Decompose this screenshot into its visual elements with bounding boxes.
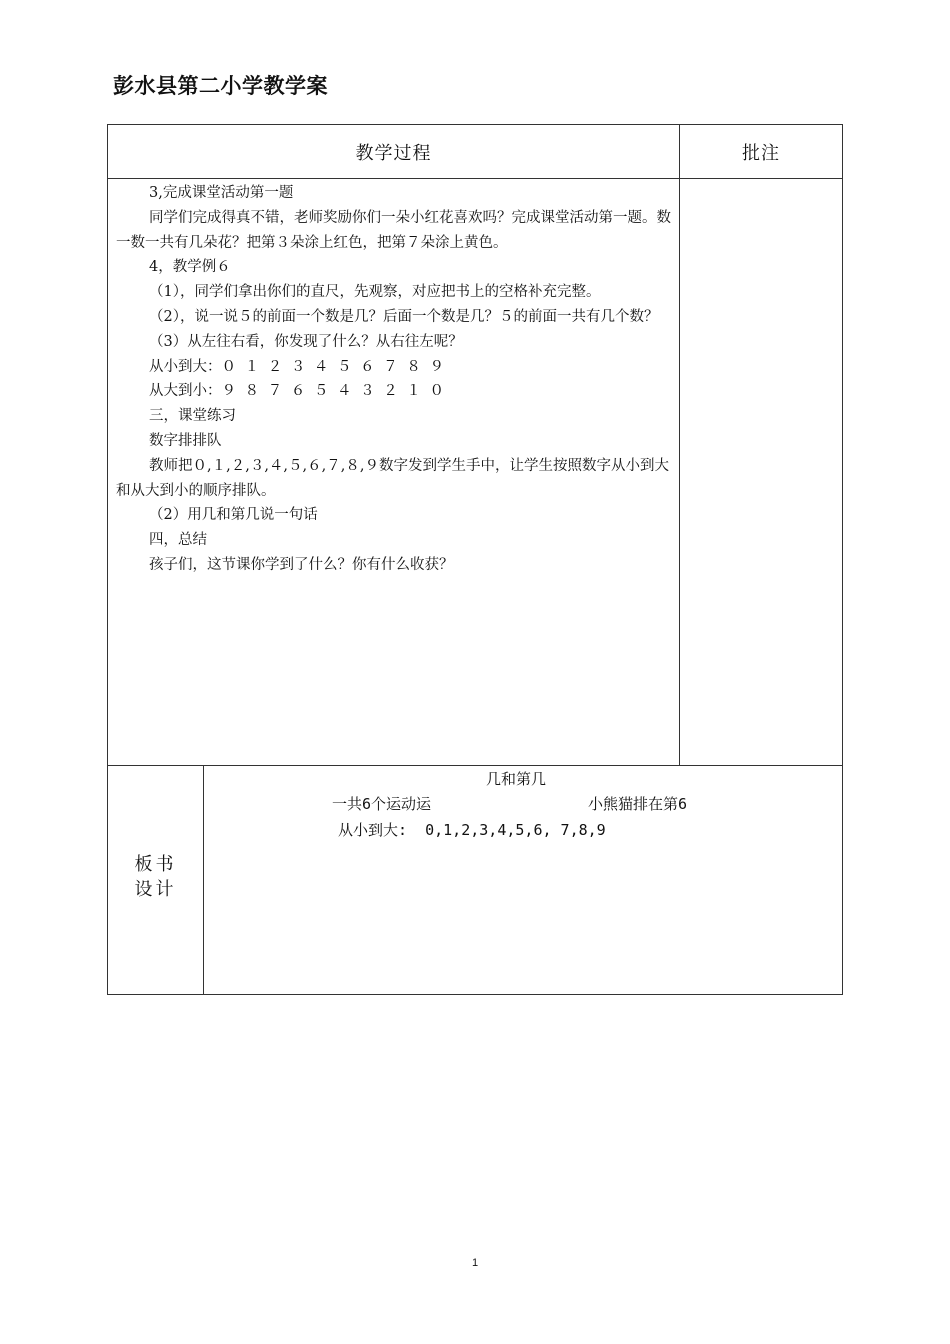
- notes-column-divider: [679, 124, 680, 766]
- process-line: 从小到大：０ １ ２ ３ ４ ５ ６ ７ ８ ９: [149, 358, 444, 375]
- process-line: 同学们完成得真不错，老师奖励你们一朵小红花喜欢吗？完成课堂活动第一题。数一数一共有几朵花？把第３朵涂上红色，把第７朵涂上黄色。: [116, 209, 671, 251]
- column-header-process: 教学过程: [355, 143, 432, 164]
- board-label-line: 设计: [134, 879, 177, 900]
- process-line: 教师把０,１,２,３,４,５,６,７,８,９数字发到学生手中，让学生按照数字从小到大和从大到小的顺序排队。: [116, 457, 669, 499]
- process-line: （3）从左往右看，你发现了什么？从右往左呢？: [149, 333, 463, 350]
- board-label-divider: [203, 765, 204, 995]
- process-line: （2）用几和第几说一句话: [149, 507, 318, 524]
- column-header-notes: 批注: [742, 143, 780, 164]
- teaching-process-text: [116, 181, 674, 578]
- process-line: 孩子们，这节课你学到了什么？你有什么收获？: [149, 556, 454, 573]
- process-line: 3,完成课堂活动第一题: [149, 185, 294, 201]
- process-line: 从大到小：９ ８ ７ ６ ５ ４ ３ ２ １ ０: [149, 383, 444, 400]
- page-number: 1: [471, 1257, 479, 1269]
- process-line: 四，总结: [149, 532, 207, 549]
- process-line: 4，教学例６: [149, 259, 231, 276]
- process-line: （2），说一说５的前面一个数是几？后面一个数是几？５的前面一共有几个数？: [149, 308, 659, 325]
- board-label-line: 板书: [134, 854, 177, 875]
- process-line: 数字排排队: [149, 432, 222, 449]
- board-section-divider: [107, 765, 843, 766]
- board-title: 几和第几: [486, 770, 547, 788]
- board-line-position: 小熊猫排在第6: [588, 795, 688, 813]
- board-line-order: 从小到大: 0,1,2,3,4,5,6, 7,8,9: [338, 821, 606, 839]
- board-line-count: 一共6个运动运: [332, 795, 432, 813]
- process-line: 三，课堂练习: [149, 408, 236, 425]
- process-line: （1），同学们拿出你们的直尺，先观察，对应把书上的空格补充完整。: [149, 284, 601, 301]
- board-design-label: [108, 852, 203, 902]
- school-title: 彭水县第二小学教学案: [113, 74, 328, 98]
